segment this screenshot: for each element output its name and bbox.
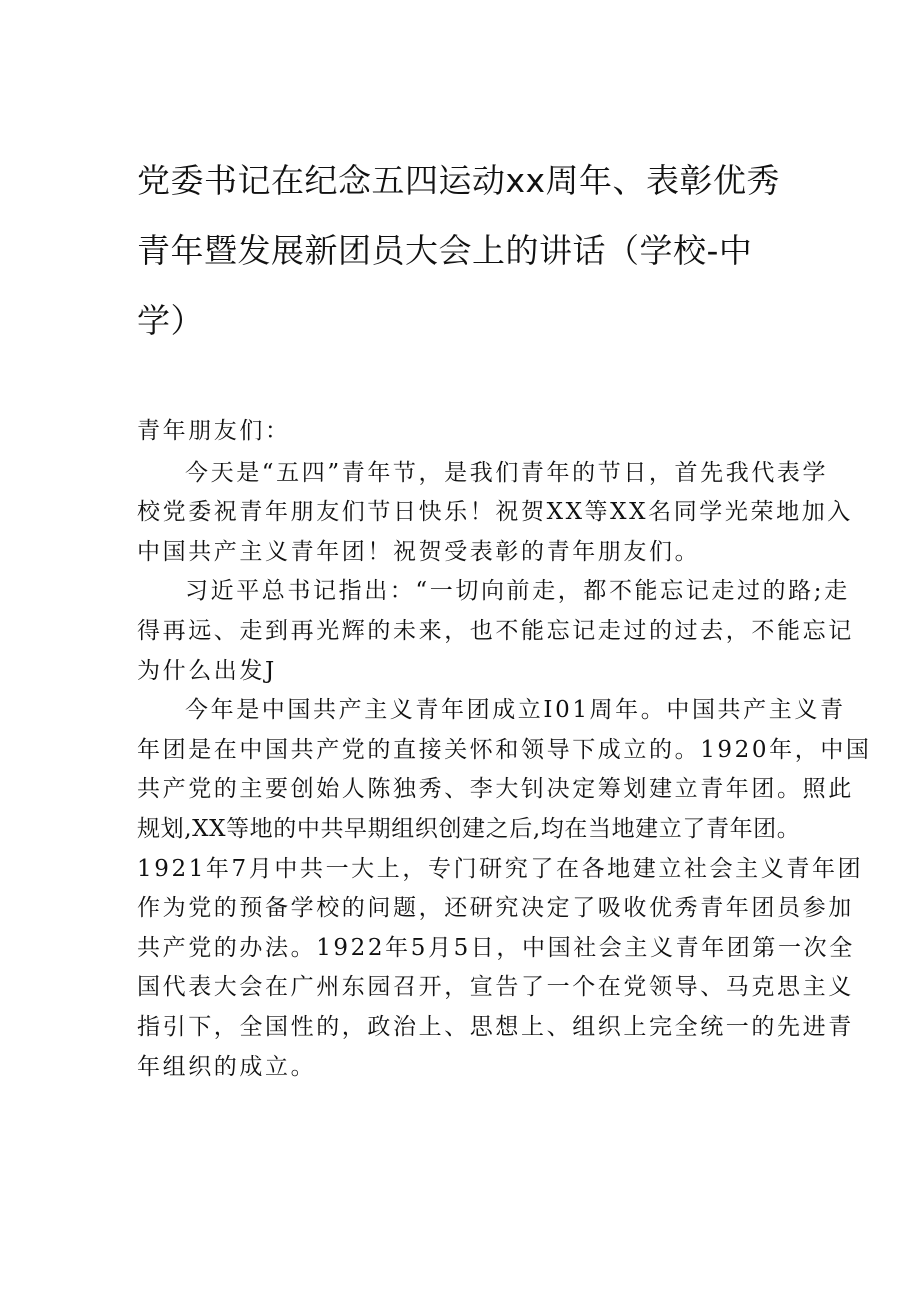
text-line: 今天是“五四”青年节，是我们青年的节日，首先我代表学: [185, 459, 829, 486]
paragraph-history: [137, 691, 872, 1087]
text-line: 指引下，全国性的，政治上、思想上、组织上完全统一的先进青: [137, 1013, 854, 1040]
text-line: 规划,XX等地的中共早期组织创建之后,均在当地建立了青年团。: [137, 815, 801, 842]
title-line: 学）: [137, 301, 204, 340]
salutation: 青年朋友们：: [137, 418, 291, 444]
text-line: 共产党的办法。1922年5月5日，中国社会主义青年团第一次全: [137, 934, 855, 961]
text-line: 今年是中国共产主义青年团成立I01周年。中国共产主义青: [185, 697, 846, 724]
text-line: 为什么出发J: [137, 657, 277, 684]
document-body: [137, 412, 872, 1087]
text-line: 年团是在中国共产党的直接关怀和领导下成立的。1920年，中国: [137, 736, 872, 763]
text-line: 习近平总书记指出：“一切向前走，都不能忘记走过的路;走: [185, 578, 850, 605]
text-line: 1921年7月中共一大上，专门研究了在各地建立社会主义青年团: [137, 855, 864, 882]
text-line: 校党委祝青年朋友们节日快乐！祝贺XX等XX名同学光荣地加入: [137, 499, 853, 526]
document-title: [137, 146, 797, 356]
text-line: 共产党的主要创始人陈独秀、李大钊决定筹划建立青年团。照此: [137, 776, 854, 803]
text-line: 作为党的预备学校的问题，还研究决定了吸收优秀青年团员参加: [137, 895, 854, 922]
text-line: 中国共产主义青年团！祝贺受表彰的青年朋友们。: [137, 538, 701, 565]
title-line: 青年暨发展新团员大会上的讲话（学校-中: [137, 231, 753, 270]
paragraph-greeting: [137, 454, 853, 573]
text-line: 国代表大会在广州东园召开，宣告了一个在党领导、马克思主义: [137, 974, 854, 1001]
paragraph-quote: [137, 572, 854, 691]
title-line: 党委书记在纪念五四运动xx周年、表彰优秀: [137, 161, 781, 200]
text-line: 年组织的成立。: [137, 1053, 317, 1080]
text-line: 得再远、走到再光辉的未来，也不能忘记走过的过去，不能忘记: [137, 617, 854, 644]
